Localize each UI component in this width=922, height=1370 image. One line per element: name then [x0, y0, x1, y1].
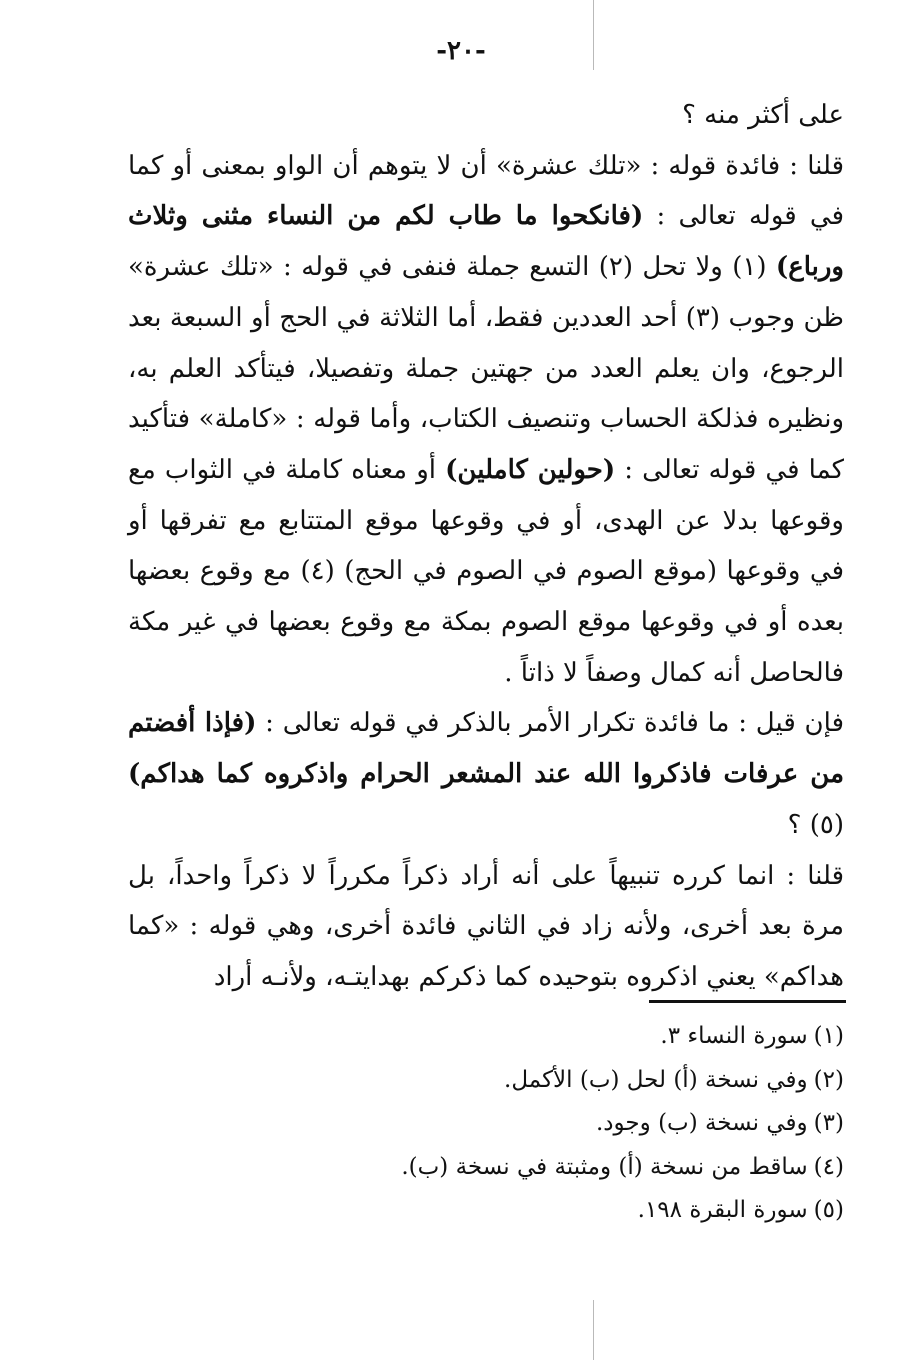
footnote-text: سورة النساء ٣.	[660, 1023, 808, 1049]
paragraph-2-text-a: قلنا : فائدة قوله : «تلك عشرة» أن لا يتوهم أن الواو بمعنى أو كما في قوله تعالى :	[128, 150, 844, 232]
quran-quote-2: (حولين كاملين)	[445, 454, 616, 485]
footnote-item	[300, 1189, 844, 1233]
paragraph-1	[128, 90, 844, 141]
quran-quote-1: (فانكحوا ما طاب لكم من النساء مثنى وثلاث ورباع)	[128, 201, 844, 283]
paragraph-2-text-c: عشرة» ظن وجوب (٣) أحد العددين فقط، أما الثلاثة في الحج أو السبعة بعد الرجوع، وان يعلم العدد من جهتين جملة وتفصيلا، فيتأكد العلم به، ونظيره فذلكة الحساب وتنصيف الكتاب، وأما قوله : «كاملة» فتأكيد كما في قوله تعالى :	[128, 252, 844, 485]
footnote-number: (٤)	[813, 1153, 844, 1180]
scan-artifact-line	[593, 1300, 594, 1360]
page-number: -٢٠-	[436, 36, 486, 66]
footnote-item	[300, 1015, 844, 1059]
footnote-text: سورة البقرة ١٩٨.	[637, 1197, 808, 1224]
footnote-text: وفي نسخة (أ) لحل (ب) الأكمل.	[504, 1066, 808, 1093]
quran-quote-3: (فإذا أفضتم من عرفات فاذكروا الله عند المشعر الحرام واذكروه كما هداكم)	[128, 708, 844, 790]
footnote-item	[300, 1059, 844, 1103]
footnote-item	[300, 1146, 844, 1190]
footnote-separator	[649, 1000, 846, 1003]
footnote-number: (١)	[813, 1023, 844, 1049]
footnote-text: وفي نسخة (ب) وجود.	[596, 1110, 808, 1137]
footnotes	[300, 1015, 844, 1233]
footnote-number: (٢)	[813, 1066, 844, 1093]
paragraph-4	[128, 851, 844, 1003]
paragraph-3-text-a: فإن قيل : ما فائدة تكرار الأمر بالذكر في قوله تعالى :	[256, 708, 844, 739]
main-text	[128, 90, 844, 1003]
paragraph-3	[128, 698, 844, 850]
quote-tilka-ashara: «تلك	[219, 252, 274, 283]
paragraph-3-text-b: (٥) ؟	[787, 809, 844, 840]
paragraph-2-text-d: أو معناه كاملة في الثواب مع وقوعها بدلا عن الهدى، أو في وقوعها موقع المتتابع مع تفرقها أو في وقوعها (موقع الصوم في الصوم في الحج) (٤) مع وقوع بعضها بعده أو في وقوعها موقع الصوم بمكة مع وقوع بعضها في غير مكة فالحاصل أنه كمال وصفاً لا ذاتاً .	[128, 454, 844, 688]
footnote-number: (٥)	[813, 1197, 844, 1224]
paragraph-1-text: على أكثر منه ؟	[682, 100, 844, 130]
paragraph-2	[128, 141, 844, 699]
footnote-item	[300, 1102, 844, 1146]
footnote-text: ساقط من نسخة (أ) ومثبتة في نسخة (ب).	[401, 1153, 808, 1180]
footnote-number: (٣)	[813, 1110, 844, 1137]
paragraph-4-text: قلنا : انما كرره تنبيهاً على أنه أراد ذكراً مكرراً لا ذكراً واحداً، بل مرة بعد أخرى، ولأنه زاد في الثاني فائدة أخرى، وهي قوله : «كما هداكم» يعني اذكروه بتوحيده كما ذكركم بهدايتـه، ولأنـه أراد	[128, 860, 844, 992]
paragraph-2-text-b: (١) ولا تحل (٢) التسع جملة فنفى في قوله :	[273, 252, 776, 283]
